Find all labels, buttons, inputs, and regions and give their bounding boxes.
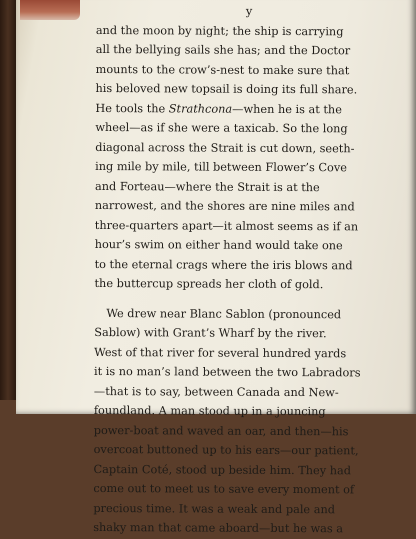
- text-line: power-boat and waved an oar, and then—his: [93, 423, 349, 438]
- text-line: ing mile by mile, till between Flower’s Cove: [95, 159, 347, 175]
- text-line: it is no man’s land between the two Labradors: [94, 364, 361, 380]
- text-line: wheel—as if she were a taxicab. So the long: [95, 120, 348, 136]
- text-line: precious time. It was a weak and pale and: [93, 501, 336, 516]
- text-line: come out to meet us to save every moment of: [93, 481, 355, 497]
- text-line-partial: y: [245, 4, 253, 18]
- text-line: hour’s swim on either hand would take one: [94, 237, 343, 253]
- text-line: shaky man that came aboard—but he was a: [93, 520, 344, 536]
- text-line: his beloved new topsail is doing its full share.: [95, 81, 358, 97]
- text-line: all the bellying sails she has; and the Doctor: [95, 42, 351, 58]
- text-line: to the eternal crags where the iris blows and: [94, 257, 353, 272]
- page-corner-tab: [20, 0, 80, 20]
- page-text: [93, 1, 396, 539]
- ship-name: Strathcona: [168, 101, 233, 116]
- text-line: narrowest, and the shores are nine miles and: [94, 198, 355, 214]
- text-line: three-quarters apart—it almost seems as if an: [94, 218, 359, 233]
- text-segment: —when he is at the: [232, 102, 342, 116]
- text-line: and Forteau—where the Strait is at the: [94, 179, 320, 194]
- text-line: overcoat buttoned up to his ears—our patient,: [93, 442, 359, 458]
- text-line: the buttercup spreads her cloth of gold.: [94, 276, 324, 292]
- text-line: Captain Coté, stood up beside him. They had: [93, 462, 352, 477]
- text-segment: He tools the: [95, 101, 169, 115]
- text-line: diagonal across the Strait is cut down, seeth-: [95, 140, 355, 155]
- text-line: mounts to the crow’s-nest to make sure that: [95, 62, 350, 77]
- text-line: —that is to say, between Canada and New-: [93, 384, 339, 399]
- text-line: West of that river for several hundred yards: [94, 345, 347, 360]
- text-line: Sablow) with Grant’s Wharf by the river.: [94, 325, 327, 341]
- text-line: foundland. A man stood up in a jouncing: [93, 403, 326, 419]
- text-line: and the moon by night; the ship is carrying: [95, 23, 344, 38]
- text-line: [95, 98, 395, 119]
- text-line: We drew near Blanc Sablon (pronounced: [106, 306, 342, 321]
